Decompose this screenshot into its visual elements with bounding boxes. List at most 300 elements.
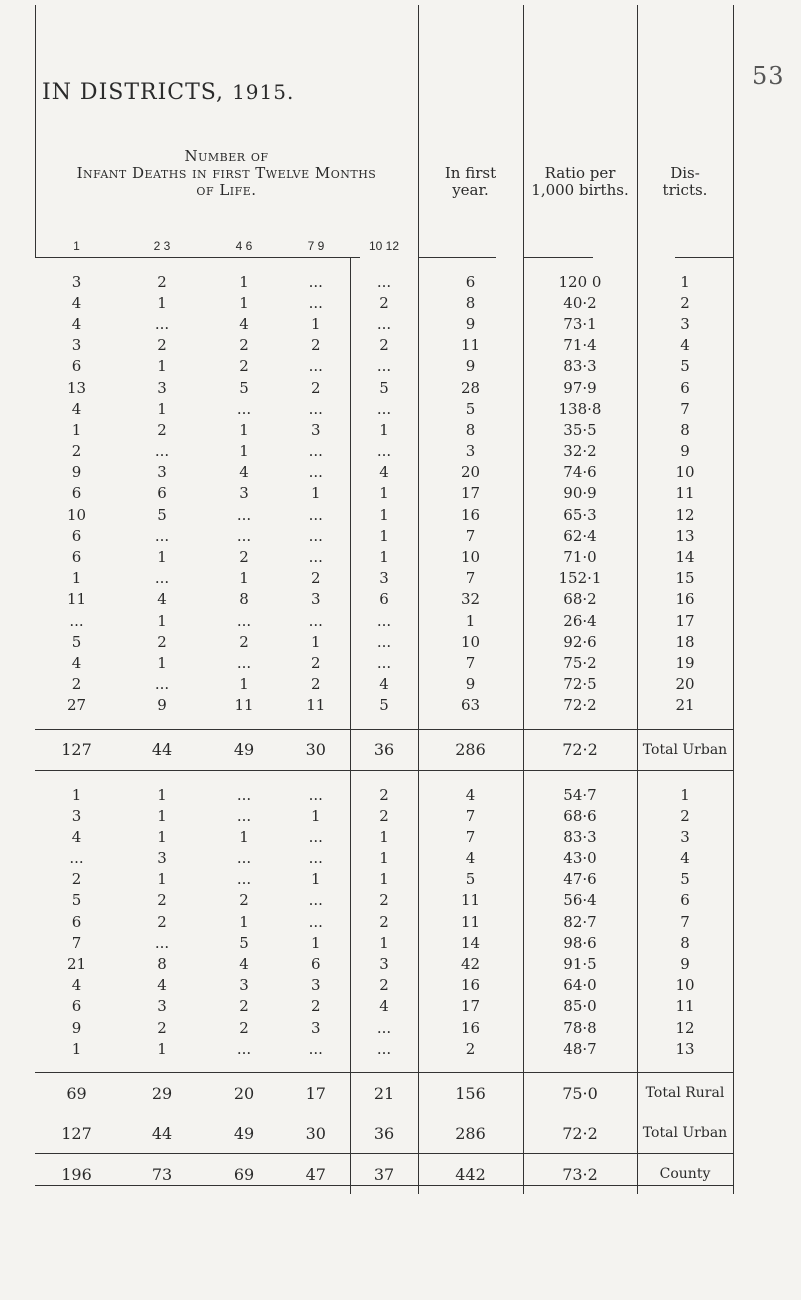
cell: 3 <box>350 568 418 589</box>
cell: 90·9 <box>523 483 637 504</box>
age-col-10-12: 10 12 <box>368 239 400 253</box>
rural-row <box>35 1038 733 1059</box>
cell: 68·2 <box>523 589 637 610</box>
cell: 2 <box>310 569 321 588</box>
rural-row <box>35 911 733 932</box>
cell: 6 <box>350 589 418 610</box>
cell: 98·6 <box>523 932 637 953</box>
urban-row <box>35 610 733 631</box>
cell: 7 <box>418 568 523 589</box>
urban-row <box>35 483 733 504</box>
cell: 5 <box>418 869 523 890</box>
cell: 6 <box>71 484 82 503</box>
cell: 9 <box>418 313 523 334</box>
cell: 4 <box>637 335 733 356</box>
cell: 13 <box>66 378 87 397</box>
title-text: IN DISTRICTS, <box>42 80 225 105</box>
cell: 16 <box>418 975 523 996</box>
cell <box>282 1059 350 1073</box>
cell: 4 <box>350 462 418 483</box>
cell: 286 <box>418 1113 523 1154</box>
cell: 30 <box>282 729 350 770</box>
cell: 3 <box>157 463 167 482</box>
header-group-line1: Number of <box>184 147 269 165</box>
cell: 2 <box>350 805 418 826</box>
cell: ... <box>236 1039 252 1058</box>
cell: ... <box>69 849 84 868</box>
cell: 74·6 <box>523 462 637 483</box>
cell: 3 <box>157 378 167 397</box>
cell: 13 <box>637 525 733 546</box>
cell: 5 <box>71 891 82 910</box>
cell: 2 <box>310 997 321 1016</box>
cell: 32 <box>418 589 523 610</box>
cell: 1 <box>310 484 321 503</box>
cell: ... <box>350 356 418 377</box>
cell: ... <box>350 441 418 462</box>
cell: 196 <box>35 1154 118 1195</box>
age-col-7-9: 7 9 <box>307 239 325 253</box>
cell: 17 <box>282 1073 350 1114</box>
urban-row <box>35 568 733 589</box>
cell: 71·0 <box>523 546 637 567</box>
cell: 156 <box>418 1073 523 1114</box>
cell <box>118 770 206 784</box>
cell: 1 <box>71 569 82 588</box>
rural-row <box>35 805 733 826</box>
rural-row <box>35 996 733 1017</box>
cell: 2 <box>239 336 249 355</box>
cell: 5 <box>418 398 523 419</box>
infant-deaths-table <box>35 258 734 1194</box>
cell: 9 <box>637 441 733 462</box>
urban-row <box>35 504 733 525</box>
cell: 1 <box>239 675 249 694</box>
cell: 3 <box>71 806 82 825</box>
cell: 1 <box>157 357 167 376</box>
cell <box>282 716 350 730</box>
cell: 2 <box>350 335 418 356</box>
cell: 1 <box>350 546 418 567</box>
cell: 6 <box>71 526 82 545</box>
cell: 2 <box>418 1038 523 1059</box>
cell <box>523 770 637 784</box>
cell: 7 <box>637 911 733 932</box>
cell: 19 <box>637 652 733 673</box>
cell: 36 <box>350 1113 418 1154</box>
cell <box>206 258 282 271</box>
rural-row <box>35 869 733 890</box>
cell: ... <box>308 399 323 418</box>
cell: 69 <box>206 1154 282 1195</box>
spacer-row <box>35 770 733 784</box>
cell: 1 <box>350 504 418 525</box>
rural-row <box>35 784 733 805</box>
cell: 17 <box>418 483 523 504</box>
cell: 1 <box>239 569 249 588</box>
cell: ... <box>308 785 323 804</box>
cell: 1 <box>418 610 523 631</box>
urban-row <box>35 335 733 356</box>
cell: 20 <box>418 462 523 483</box>
cell: 5 <box>71 632 82 651</box>
cell: 1 <box>310 806 321 825</box>
cell: 16 <box>418 1017 523 1038</box>
cell: 44 <box>151 1123 173 1143</box>
cell <box>206 770 282 784</box>
cell: 1 <box>157 548 167 567</box>
cell: 6 <box>71 548 82 567</box>
cell: 11 <box>234 696 254 715</box>
cell: 49 <box>233 1123 255 1143</box>
cell: 10 <box>637 975 733 996</box>
cell: 85·0 <box>523 996 637 1017</box>
cell: 1 <box>157 785 167 804</box>
cell: 11 <box>418 335 523 356</box>
cell: ... <box>308 463 323 482</box>
cell: 26·4 <box>523 610 637 631</box>
cell: 35·5 <box>523 419 637 440</box>
cell: 2 <box>239 548 249 567</box>
cell: 11 <box>66 590 87 609</box>
urban-row <box>35 356 733 377</box>
urban-row <box>35 525 733 546</box>
cell: 63 <box>418 695 523 716</box>
age-col-2-3: 2 3 <box>153 239 171 253</box>
header-districts-line2: tricts. <box>662 181 708 199</box>
cell: 54·7 <box>523 784 637 805</box>
urban-row <box>35 652 733 673</box>
cell: 2 <box>239 891 249 910</box>
cell: 2 <box>350 784 418 805</box>
cell: 8 <box>637 932 733 953</box>
cell: 11 <box>306 696 326 715</box>
cell: 17 <box>418 996 523 1017</box>
cell: 3 <box>310 420 321 439</box>
cell: 75·2 <box>523 652 637 673</box>
cell: 72·2 <box>523 729 637 770</box>
cell: 73·2 <box>523 1154 637 1195</box>
cell: ... <box>236 653 252 672</box>
urban-row <box>35 313 733 334</box>
cell: 1 <box>71 1039 82 1058</box>
cell: 120 0 <box>523 271 637 292</box>
cell: 1 <box>71 785 82 804</box>
urban-row <box>35 695 733 716</box>
table-bottom-rule <box>35 1185 733 1186</box>
title-year: 1915. <box>232 80 295 104</box>
cell: 5 <box>637 869 733 890</box>
cell <box>350 258 418 271</box>
cell: 12 <box>637 1017 733 1038</box>
urban-row <box>35 271 733 292</box>
cell: 7 <box>71 933 82 952</box>
cell: 29 <box>118 1073 206 1114</box>
cell: 2 <box>310 675 321 694</box>
cell: ... <box>236 785 252 804</box>
cell: 1 <box>350 419 418 440</box>
cell <box>418 716 523 730</box>
cell: 37 <box>350 1154 418 1195</box>
cell: 78·8 <box>523 1017 637 1038</box>
cell: 12 <box>637 504 733 525</box>
cell <box>637 258 733 271</box>
cell: 82·7 <box>523 911 637 932</box>
cell: 73·1 <box>523 313 637 334</box>
cell: ... <box>236 870 252 889</box>
cell: ... <box>308 293 323 312</box>
total-urban-row <box>35 729 733 770</box>
cell: 2 <box>350 975 418 996</box>
cell: 4 <box>350 674 418 695</box>
rural-row <box>35 953 733 974</box>
cell: ... <box>350 1017 418 1038</box>
cell: 3 <box>310 590 321 609</box>
cell: 7 <box>418 525 523 546</box>
cell: 21 <box>66 955 87 974</box>
cell: 1 <box>350 869 418 890</box>
cell: ... <box>308 912 323 931</box>
cell: 4 <box>157 976 167 995</box>
cell: 3 <box>157 997 167 1016</box>
cell: 11 <box>637 996 733 1017</box>
cell: 6 <box>157 484 167 503</box>
cell: 6 <box>418 271 523 292</box>
cell: 4 <box>350 996 418 1017</box>
cell: 6 <box>71 997 82 1016</box>
cell: 13 <box>637 1038 733 1059</box>
cell: 1 <box>350 826 418 847</box>
header-ratio <box>523 165 637 199</box>
cell: 1 <box>239 912 249 931</box>
county-row <box>35 1154 733 1195</box>
cell: 97·9 <box>523 377 637 398</box>
cell <box>118 1059 206 1073</box>
cell <box>35 1059 118 1073</box>
urban-row <box>35 589 733 610</box>
cell: 9 <box>637 953 733 974</box>
cell: 18 <box>637 631 733 652</box>
cell: Total Urban <box>637 729 733 770</box>
urban-row <box>35 462 733 483</box>
cell <box>418 258 523 271</box>
cell: 21 <box>637 695 733 716</box>
cell <box>118 258 206 271</box>
cell: ... <box>236 399 252 418</box>
rural-row <box>35 848 733 869</box>
cell: ... <box>350 631 418 652</box>
cell: 2 <box>157 336 167 355</box>
spacer-row <box>35 1059 733 1073</box>
cell: 69 <box>35 1073 118 1114</box>
cell: County <box>637 1154 733 1195</box>
cell: ... <box>236 505 252 524</box>
cell: 21 <box>350 1073 418 1114</box>
table-header <box>35 5 734 258</box>
cell: ... <box>236 526 252 545</box>
cell: 91·5 <box>523 953 637 974</box>
cell: 3 <box>418 441 523 462</box>
cell: 1 <box>637 784 733 805</box>
cell: 42 <box>418 953 523 974</box>
cell: ... <box>154 442 170 461</box>
cell <box>523 716 637 730</box>
rural-row <box>35 932 733 953</box>
header-group-title <box>35 148 418 199</box>
cell: ... <box>308 827 323 846</box>
rural-row <box>35 975 733 996</box>
cell: 56·4 <box>523 890 637 911</box>
cell: 2 <box>310 378 321 397</box>
cell: 83·3 <box>523 826 637 847</box>
cell: 4 <box>637 848 733 869</box>
cell: ... <box>308 357 323 376</box>
cell: 6 <box>71 357 82 376</box>
total-rural-row <box>35 1073 733 1114</box>
cell <box>418 1059 523 1073</box>
rural-row <box>35 826 733 847</box>
cell: 68·6 <box>523 805 637 826</box>
cell: ... <box>350 1038 418 1059</box>
cell: ... <box>69 611 84 630</box>
cell: 4 <box>71 314 82 333</box>
cell: ... <box>236 611 252 630</box>
cell: 3 <box>239 484 249 503</box>
cell: 1 <box>350 525 418 546</box>
cell: 5 <box>637 356 733 377</box>
cell: 6 <box>310 955 321 974</box>
cell <box>206 1059 282 1073</box>
cell: 2 <box>239 997 249 1016</box>
cell: 3 <box>637 313 733 334</box>
cell <box>35 258 118 271</box>
cell: 47 <box>282 1154 350 1195</box>
cell: 1 <box>239 827 249 846</box>
cell <box>282 770 350 784</box>
cell: 8 <box>239 590 249 609</box>
cell: 3 <box>71 336 82 355</box>
header-ratio-line1: Ratio per <box>544 164 616 182</box>
cell: 3 <box>71 272 82 291</box>
cell: 9 <box>418 356 523 377</box>
header-districts-line1: Dis- <box>670 164 700 182</box>
cell: 4 <box>157 590 167 609</box>
cell: 3 <box>637 826 733 847</box>
cell: 1 <box>157 827 167 846</box>
header-first-year-line2: year. <box>452 181 489 199</box>
cell: 8 <box>418 419 523 440</box>
cell: 65·3 <box>523 504 637 525</box>
cell: 72·2 <box>523 695 637 716</box>
cell: ... <box>154 314 170 333</box>
cell: 127 <box>35 729 118 770</box>
cell: 2 <box>157 632 167 651</box>
cell: 1 <box>239 420 249 439</box>
cell: ... <box>154 526 170 545</box>
cell <box>637 1059 733 1073</box>
cell: 4 <box>239 955 249 974</box>
cell <box>637 770 733 784</box>
cell: 2 <box>239 357 249 376</box>
cell: ... <box>308 849 323 868</box>
cell: 1 <box>350 932 418 953</box>
cell: 1 <box>310 632 321 651</box>
cell: 10 <box>66 505 87 524</box>
cell: 5 <box>239 378 249 397</box>
cell: 2 <box>310 336 321 355</box>
cell: 3 <box>350 953 418 974</box>
cell <box>35 716 118 730</box>
cell: 7 <box>637 398 733 419</box>
cell: 49 <box>206 729 282 770</box>
cell: 71·4 <box>523 335 637 356</box>
header-ratio-line2: 1,000 births. <box>531 181 629 199</box>
cell: 48·7 <box>523 1038 637 1059</box>
header-group-line2: Infant Deaths in first Twelve Months <box>76 164 377 182</box>
cell: 1 <box>157 870 167 889</box>
cell: 1 <box>637 271 733 292</box>
cell <box>35 770 118 784</box>
cell: 7 <box>418 826 523 847</box>
cell: 1 <box>157 399 167 418</box>
cell: 64·0 <box>523 975 637 996</box>
cell: 4 <box>71 399 82 418</box>
cell <box>118 716 206 730</box>
cell: 27 <box>66 696 87 715</box>
cell: 1 <box>157 293 167 312</box>
cell: ... <box>308 526 323 545</box>
cell: 28 <box>418 377 523 398</box>
cell: ... <box>350 271 418 292</box>
cell: 11 <box>418 911 523 932</box>
cell: 7 <box>418 652 523 673</box>
rural-row <box>35 1017 733 1038</box>
cell: 9 <box>71 1018 82 1037</box>
age-col-1: 1 <box>73 239 80 253</box>
cell: 1 <box>310 314 321 333</box>
cell: 32·2 <box>523 441 637 462</box>
cell: 20 <box>637 674 733 695</box>
cell: 2 <box>157 891 167 910</box>
cell: Total Urban <box>637 1113 733 1154</box>
cell: 2 <box>350 911 418 932</box>
cell: 1 <box>350 848 418 869</box>
cell: 1 <box>310 870 321 889</box>
cell: 2 <box>637 292 733 313</box>
cell: 3 <box>157 849 167 868</box>
cell: 2 <box>71 675 82 694</box>
cell: 1 <box>157 653 167 672</box>
cell: 2 <box>239 632 249 651</box>
cell <box>523 1059 637 1073</box>
cell: ... <box>350 652 418 673</box>
age-col-4-6: 4 6 <box>235 239 253 253</box>
cell: ... <box>350 610 418 631</box>
cell: 5 <box>239 933 249 952</box>
header-districts <box>637 165 733 199</box>
cell: Total Rural <box>637 1073 733 1114</box>
cell: 7 <box>418 805 523 826</box>
cell: 10 <box>418 546 523 567</box>
cell: 1 <box>350 483 418 504</box>
cell: ... <box>308 505 323 524</box>
urban-row <box>35 377 733 398</box>
header-first-year <box>418 165 523 199</box>
page-number: 53 <box>752 62 785 90</box>
cell: 8 <box>157 955 167 974</box>
cell: 2 <box>157 420 167 439</box>
cell: 2 <box>637 805 733 826</box>
